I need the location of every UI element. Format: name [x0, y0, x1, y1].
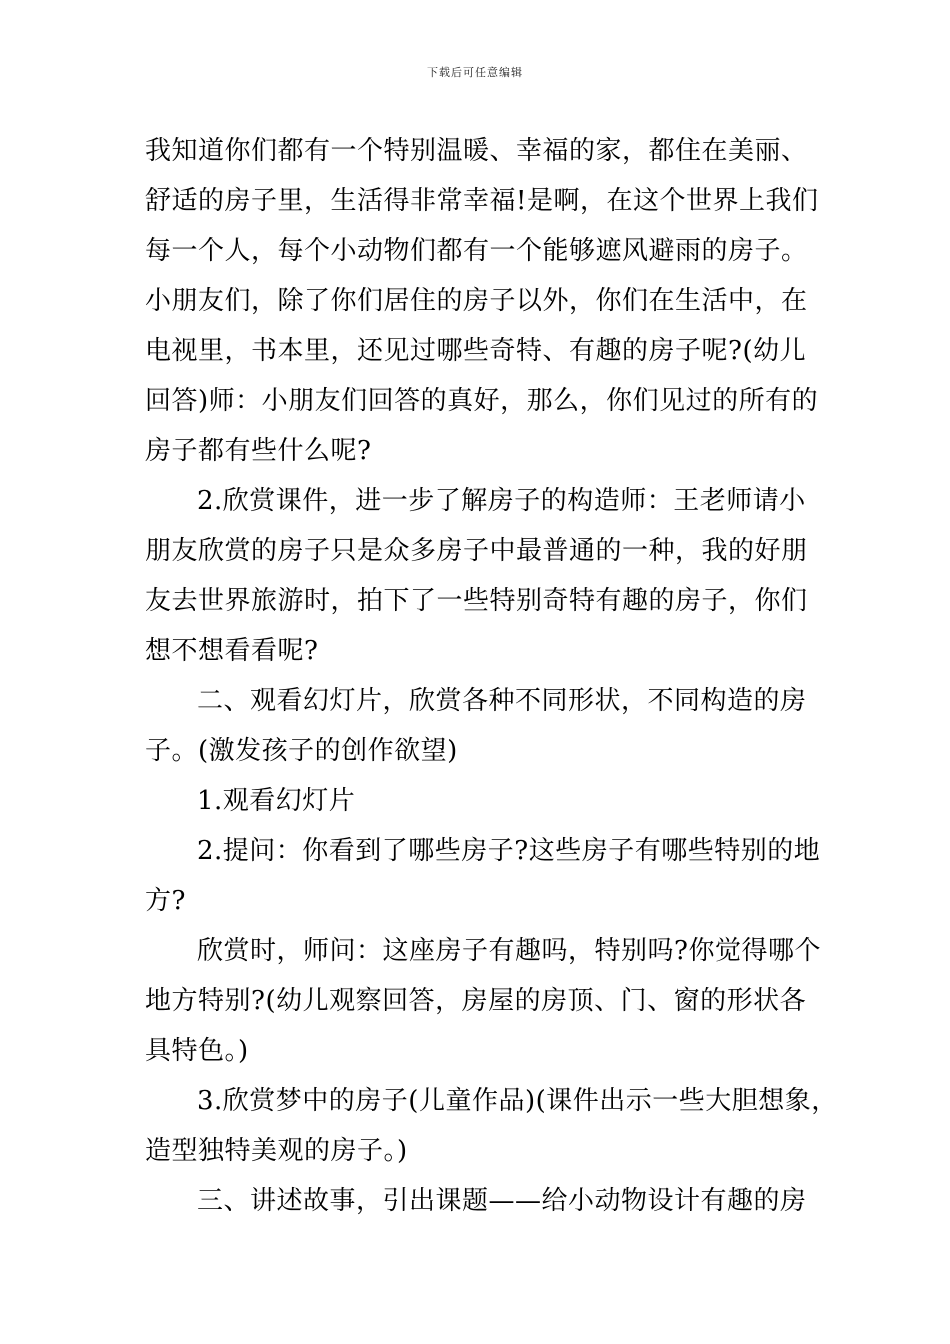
text-line: 子。(激发孩子的创作欲望) — [145, 736, 458, 766]
text-line: 1.观看幻灯片 — [197, 786, 356, 816]
text-line: 房子都有些什么呢? — [145, 436, 372, 466]
text-line: 电视里，书本里，还见过哪些奇特、有趣的房子呢?(幼儿 — [145, 336, 807, 366]
text-line: 2.提问：你看到了哪些房子?这些房子有哪些特别的地 — [197, 836, 821, 866]
text-line: 三、讲述故事，引出课题——给小动物设计有趣的房 — [197, 1186, 807, 1216]
text-line: 友去世界旅游时，拍下了一些特别奇特有趣的房子，你们 — [145, 586, 808, 616]
page-header: 下载后可任意编辑 — [427, 66, 523, 79]
text-line: 回答)师：小朋友们回答的真好，那么，你们见过的所有的 — [145, 386, 819, 416]
text-line: 我知道你们都有一个特别温暖、幸福的家，都住在美丽、 — [145, 136, 808, 166]
text-line: 小朋友们，除了你们居住的房子以外，你们在生活中，在 — [145, 286, 808, 316]
text-line: 方? — [145, 886, 186, 916]
text-line: 地方特别?(幼儿观察回答，房屋的房顶、门、窗的形状各 — [145, 986, 807, 1016]
text-line: 想不想看看呢? — [145, 636, 319, 666]
text-line: 舒适的房子里，生活得非常幸福!是啊，在这个世界上我们 — [145, 186, 819, 216]
text-line: 造型独特美观的房子。) — [145, 1136, 408, 1166]
text-line: 每一个人，每个小动物们都有一个能够遮风避雨的房子。 — [145, 236, 808, 266]
text-line: 欣赏时，师问：这座房子有趣吗，特别吗?你觉得哪个 — [197, 936, 821, 966]
text-line: 具特色。) — [145, 1036, 249, 1066]
text-line: 朋友欣赏的房子只是众多房子中最普通的一种，我的好朋 — [145, 536, 808, 566]
document-body — [145, 126, 838, 1226]
text-line: 3.欣赏梦中的房子(儿童作品)(课件出示一些大胆想象， — [197, 1086, 838, 1116]
text-line: 二、观看幻灯片，欣赏各种不同形状，不同构造的房 — [197, 686, 807, 716]
text-line: 2.欣赏课件，进一步了解房子的构造师：王老师请小 — [197, 486, 806, 516]
